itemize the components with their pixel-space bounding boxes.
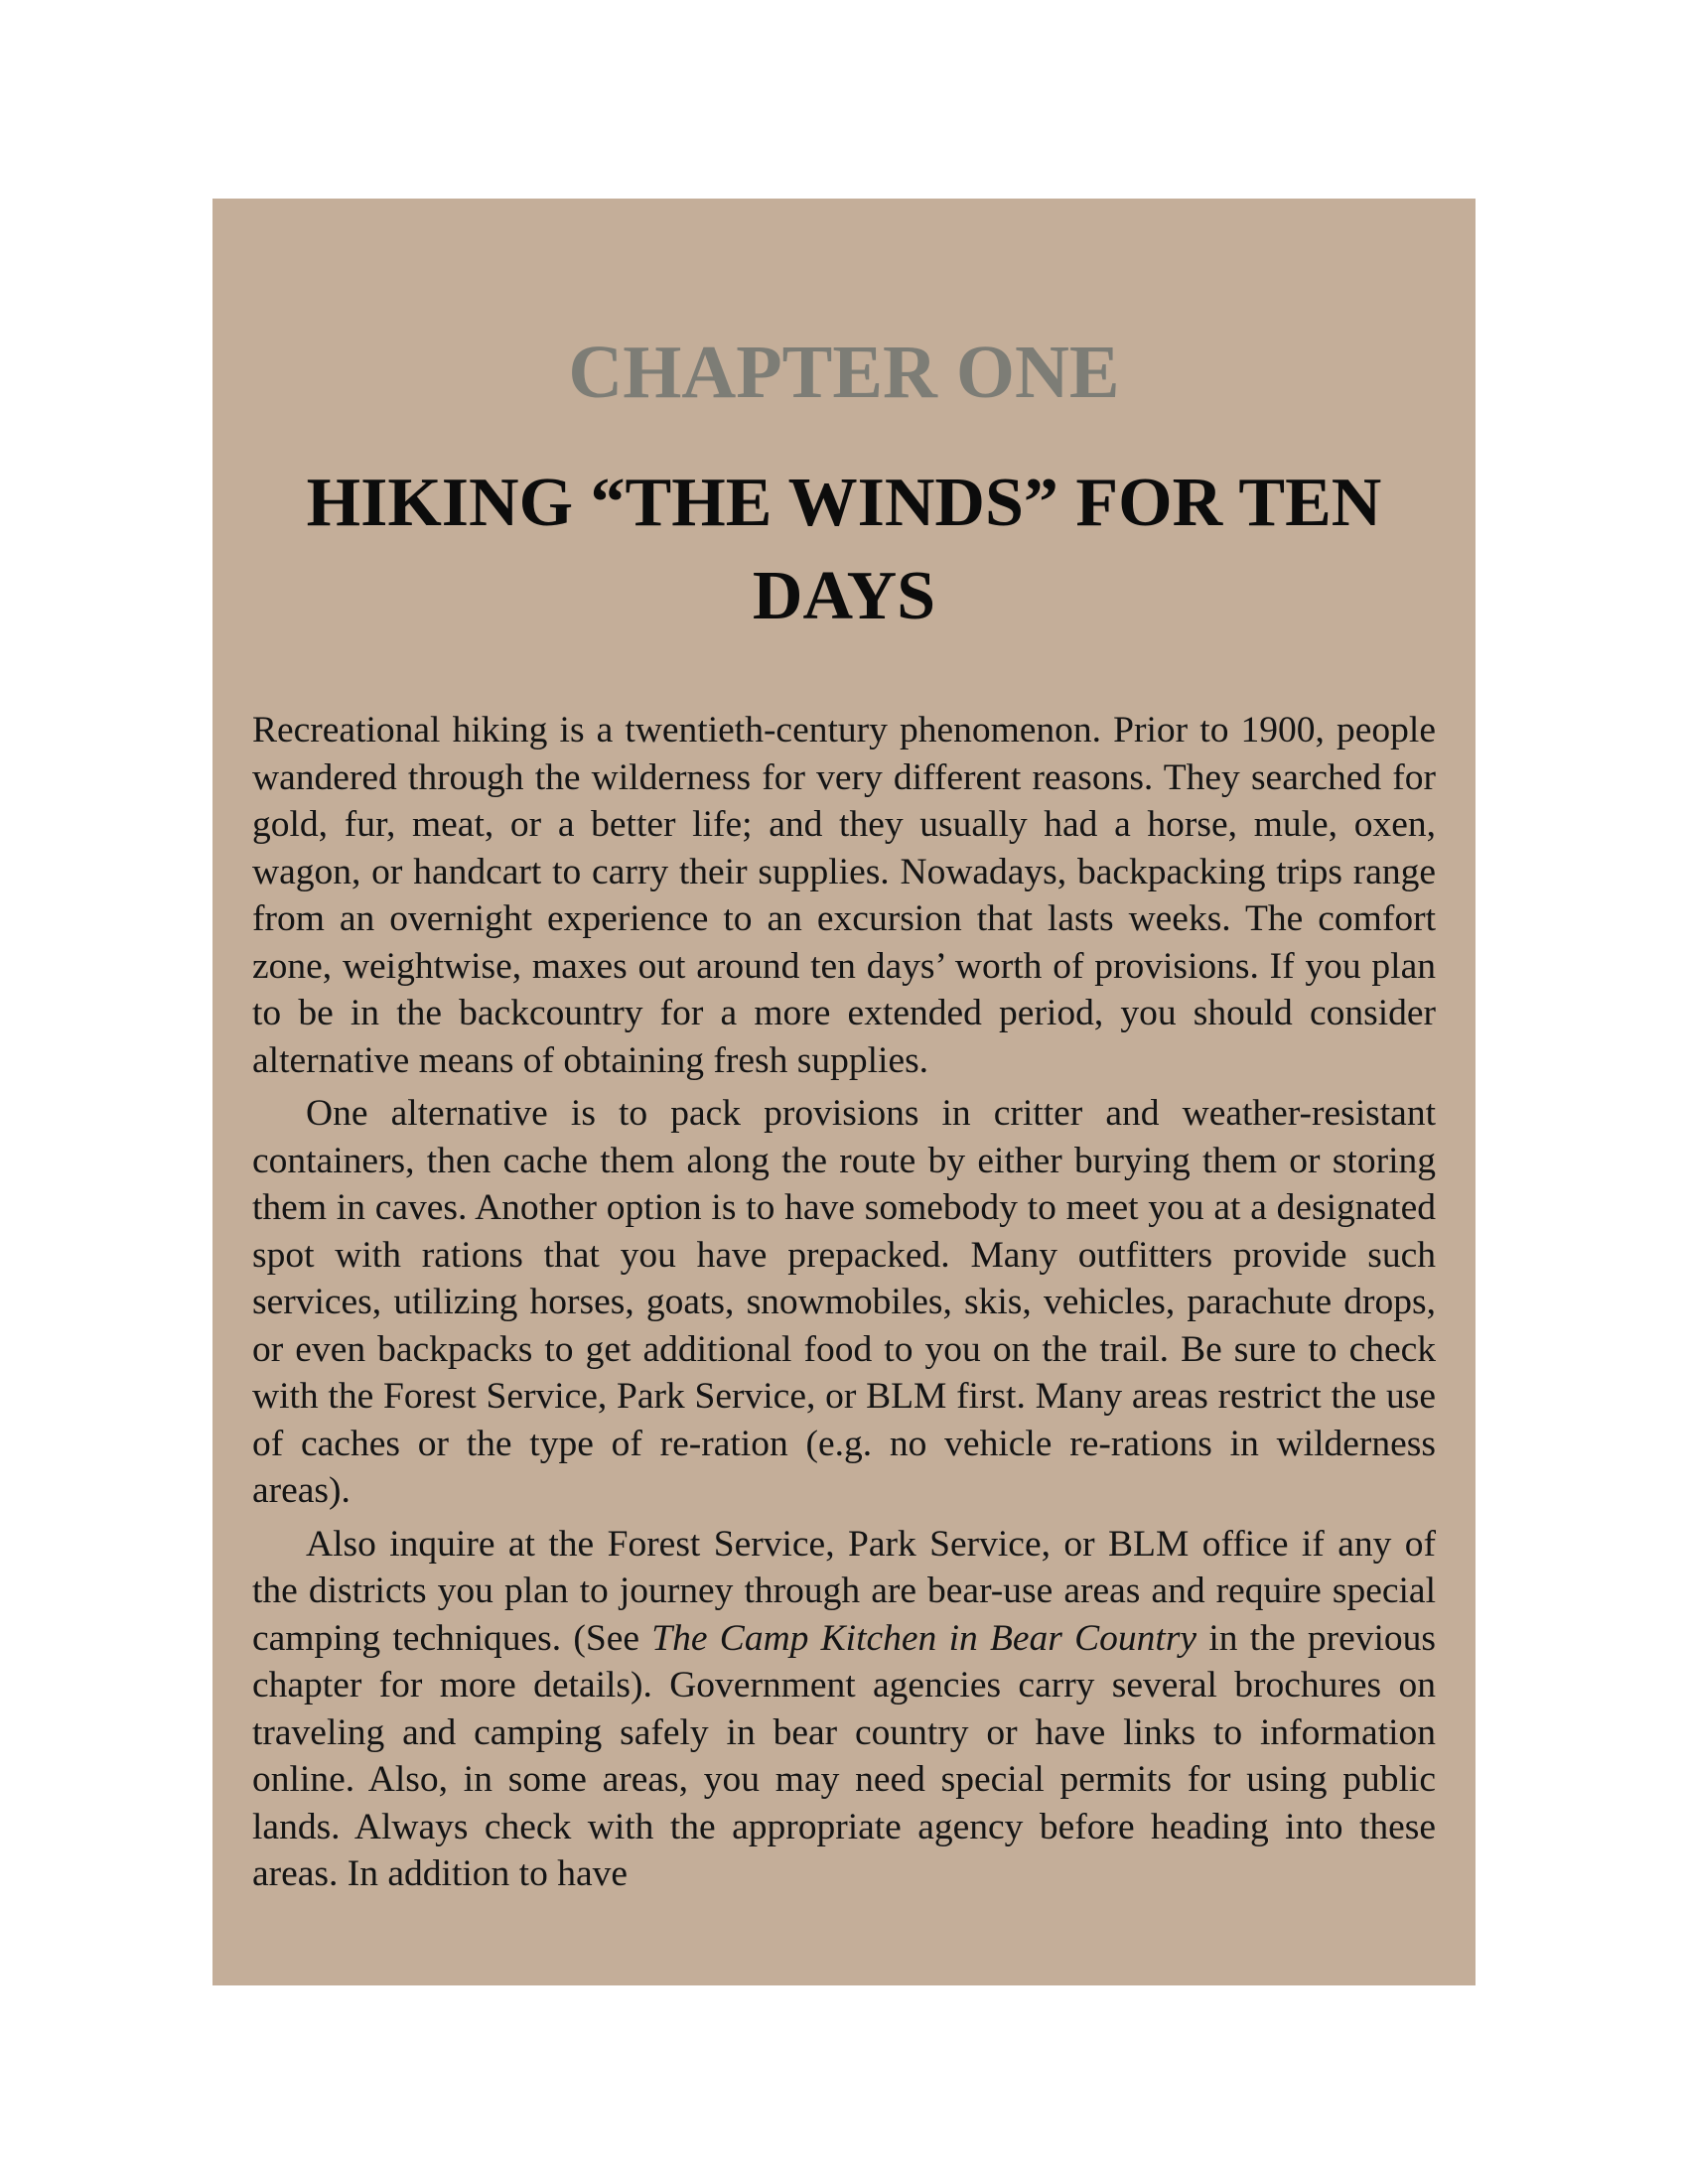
paragraph-3-text-before: Also inquire at the Forest Service, Park Service, or BLM office if any of the districts you plan to journey through are bear-use areas and require special camping techniques. (See xyxy=(252,1523,1436,1659)
chapter-panel xyxy=(212,199,1476,1985)
paragraph-2: One alternative is to pack provisions in critter and weather-resistant containers, then cache them along the route by either burying them or storing them in caves. Another option is to have somebody to meet you at a designated spot with rations that you have prepacked. Many outfitters provide such services, utilizing horses, goats, snowmobiles, skis, vehicles, parachute drops, or even backpacks to get additional food to you on the trail. Be sure to check with the Forest Service, Park Service, or BLM first. Many areas restrict the use of caches or the type of re-ration (e.g. no vehicle re-rations in wilderness areas). xyxy=(252,1093,1436,1511)
paragraph-3-italic-reference: The Camp Kitchen in Bear Country xyxy=(651,1617,1197,1659)
chapter-label: CHAPTER ONE xyxy=(568,331,1120,414)
chapter-title: HIKING “THE WINDS” FOR TEN DAYS xyxy=(306,465,1382,634)
paragraph-1: Recreational hiking is a twentieth-century phenomenon. Prior to 1900, people wandered through the wilderness for very different reasons. They searched for gold, fur, meat, or a better life; and they usually had a horse, mule, oxen, wagon, or handcart to carry their supplies. Nowadays, backpacking trips range from an overnight experience to an excursion that lasts weeks. The comfort zone, weightwise, maxes out around ten days’ worth of provisions. If you plan to be in the backcountry for a more extended period, you should consider alternative means of obtaining fresh supplies. xyxy=(252,710,1436,1081)
paragraph-3 xyxy=(252,1521,1436,1898)
paragraph-3-text-after: in the previous chapter for more details). Government agencies carry several brochures on traveling and camping safely in bear country or have links to information online. Also, in some areas, you may need special permits for using public lands. Always check with the appropriate agency before heading into these areas. In addition to have xyxy=(252,1617,1436,1894)
body-text xyxy=(252,707,1436,1898)
